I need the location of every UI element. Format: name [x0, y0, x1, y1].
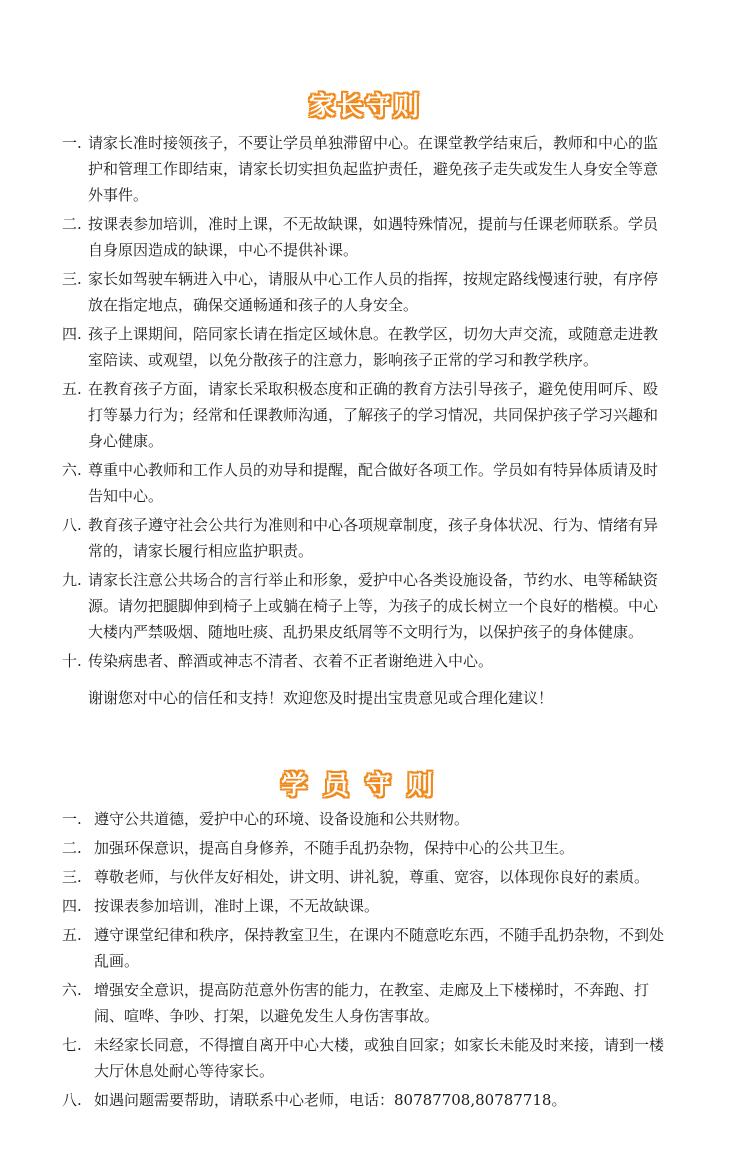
- rule-item: [0, 1087, 730, 1113]
- rule-number: 八.: [62, 1091, 82, 1109]
- rule-text: 未经家长同意，不得擅自离开中心大楼，或独自回家；如家长未能及时来接，请到一楼大厅休息处耐心等待家长。: [94, 1036, 665, 1080]
- rule-text: 增强安全意识，提高防范意外伤害的能力，在教室、走廊及上下楼梯时，不奔跑、打闹、喧哗、争吵、打架，以避免发生人身伤害事故。: [94, 981, 650, 1025]
- rule-item: [0, 806, 730, 832]
- parent-rules-list: [0, 130, 730, 677]
- rule-item: [0, 977, 730, 1029]
- rule-number: 四.: [62, 897, 82, 915]
- rule-item: [0, 893, 730, 919]
- rule-text: 传染病患者、醉酒或神志不清者、衣着不正者谢绝进入中心。: [88, 652, 494, 670]
- rule-text: 尊重中心教师和工作人员的劝导和提醒，配合做好各项工作。学员如有特异体质请及时告知中心。: [88, 461, 659, 505]
- rule-number: 八.: [62, 516, 82, 534]
- rule-text: 请家长注意公共场合的言行举止和形象，爱护中心各类设施设备，节约水、电等稀缺资源。请勿把腿脚伸到椅子上或躺在椅子上等，为孩子的成长树立一个良好的楷模。中心大楼内严禁吸烟、随地吐痰、乱扔果皮纸屑等不文明行为，以保护孩子的身体健康。: [88, 571, 659, 641]
- rule-number: 九.: [62, 571, 82, 589]
- rule-text: 孩子上课期间，陪同家长请在指定区域休息。在教学区，切勿大声交流，或随意走进教室陪读、或观望，以免分散孩子的注意力，影响孩子正常的学习和教学秩序。: [88, 325, 659, 369]
- rule-number: 二.: [62, 215, 82, 233]
- rule-number: 六.: [62, 981, 82, 999]
- rule-text: 加强环保意识，提高自身修养，不随手乱扔杂物，保持中心的公共卫生。: [94, 839, 575, 857]
- student-rules-list: [0, 806, 730, 1116]
- rule-number: 四.: [62, 325, 82, 343]
- rule-text: 按课表参加培训，准时上课，不无故缺课，如遇特殊情况，提前与任课老师联系。学员自身原因造成的缺课，中心不提供补课。: [88, 215, 659, 259]
- rule-number: 五.: [62, 380, 82, 398]
- rule-item: [0, 211, 730, 263]
- rule-text: 教育孩子遵守社会公共行为准则和中心各项规章制度，孩子身体状况、行为、情绪有异常的，请家长履行相应监护职责。: [88, 516, 659, 560]
- rule-text: 家长如驾驶车辆进入中心，请服从中心工作人员的指挥，按规定路线慢速行驶，有序停放在指定地点，确保交通畅通和孩子的人身安全。: [88, 270, 659, 314]
- rule-item: [0, 266, 730, 318]
- rule-text: 在教育孩子方面，请家长采取积极态度和正确的教育方法引导孩子，避免使用呵斥、殴打等暴力行为；经常和任课教师沟通，了解孩子的学习情况，共同保护孩子学习兴趣和身心健康。: [88, 380, 659, 450]
- rule-number: 七.: [62, 1036, 82, 1054]
- rule-item: [0, 512, 730, 564]
- parent-rules-title: 家长守则: [308, 92, 421, 122]
- rule-number: 十.: [62, 652, 82, 670]
- rule-number: 三.: [62, 868, 82, 886]
- rule-text: 按课表参加培训，准时上课，不无故缺课。: [94, 897, 380, 915]
- rule-text: 如遇问题需要帮助，请联系中心老师，电话：80787708,80787718。: [94, 1091, 567, 1109]
- rule-item: [0, 864, 730, 890]
- rule-item: [0, 922, 730, 974]
- student-rules-title: 学员守则: [280, 771, 449, 801]
- rule-item: [0, 648, 730, 674]
- rule-item: [0, 567, 730, 645]
- rule-number: 三.: [62, 270, 82, 288]
- rule-item: [0, 130, 730, 208]
- rule-item: [0, 457, 730, 509]
- rule-item: [0, 835, 730, 861]
- rule-number: 一.: [62, 134, 82, 152]
- rule-item: [0, 321, 730, 373]
- rule-item: [0, 1032, 730, 1084]
- rule-text: 请家长准时接领孩子，不要让学员单独滞留中心。在课堂教学结束后，教师和中心的监护和管理工作即结束，请家长切实担负起监护责任，避免孩子走失或发生人身安全等意外事件。: [88, 134, 659, 204]
- rule-text: 尊敬老师，与伙伴友好相处，讲文明、讲礼貌，尊重、宽容，以体现你良好的素质。: [94, 868, 650, 886]
- rule-number: 二.: [62, 839, 82, 857]
- rule-text: 遵守公共道德，爱护中心的环境、设备设施和公共财物。: [94, 810, 470, 828]
- rule-text: 遵守课堂纪律和秩序，保持教室卫生，在课内不随意吃东西，不随手乱扔杂物，不到处乱画。: [94, 926, 665, 970]
- rule-number: 六.: [62, 461, 82, 479]
- rule-number: 一.: [62, 810, 82, 828]
- rule-item: [0, 376, 730, 454]
- closing-note: 谢谢您对中心的信任和支持！欢迎您及时提出宝贵意见或合理化建议！: [88, 689, 554, 707]
- rule-number: 五.: [62, 926, 82, 944]
